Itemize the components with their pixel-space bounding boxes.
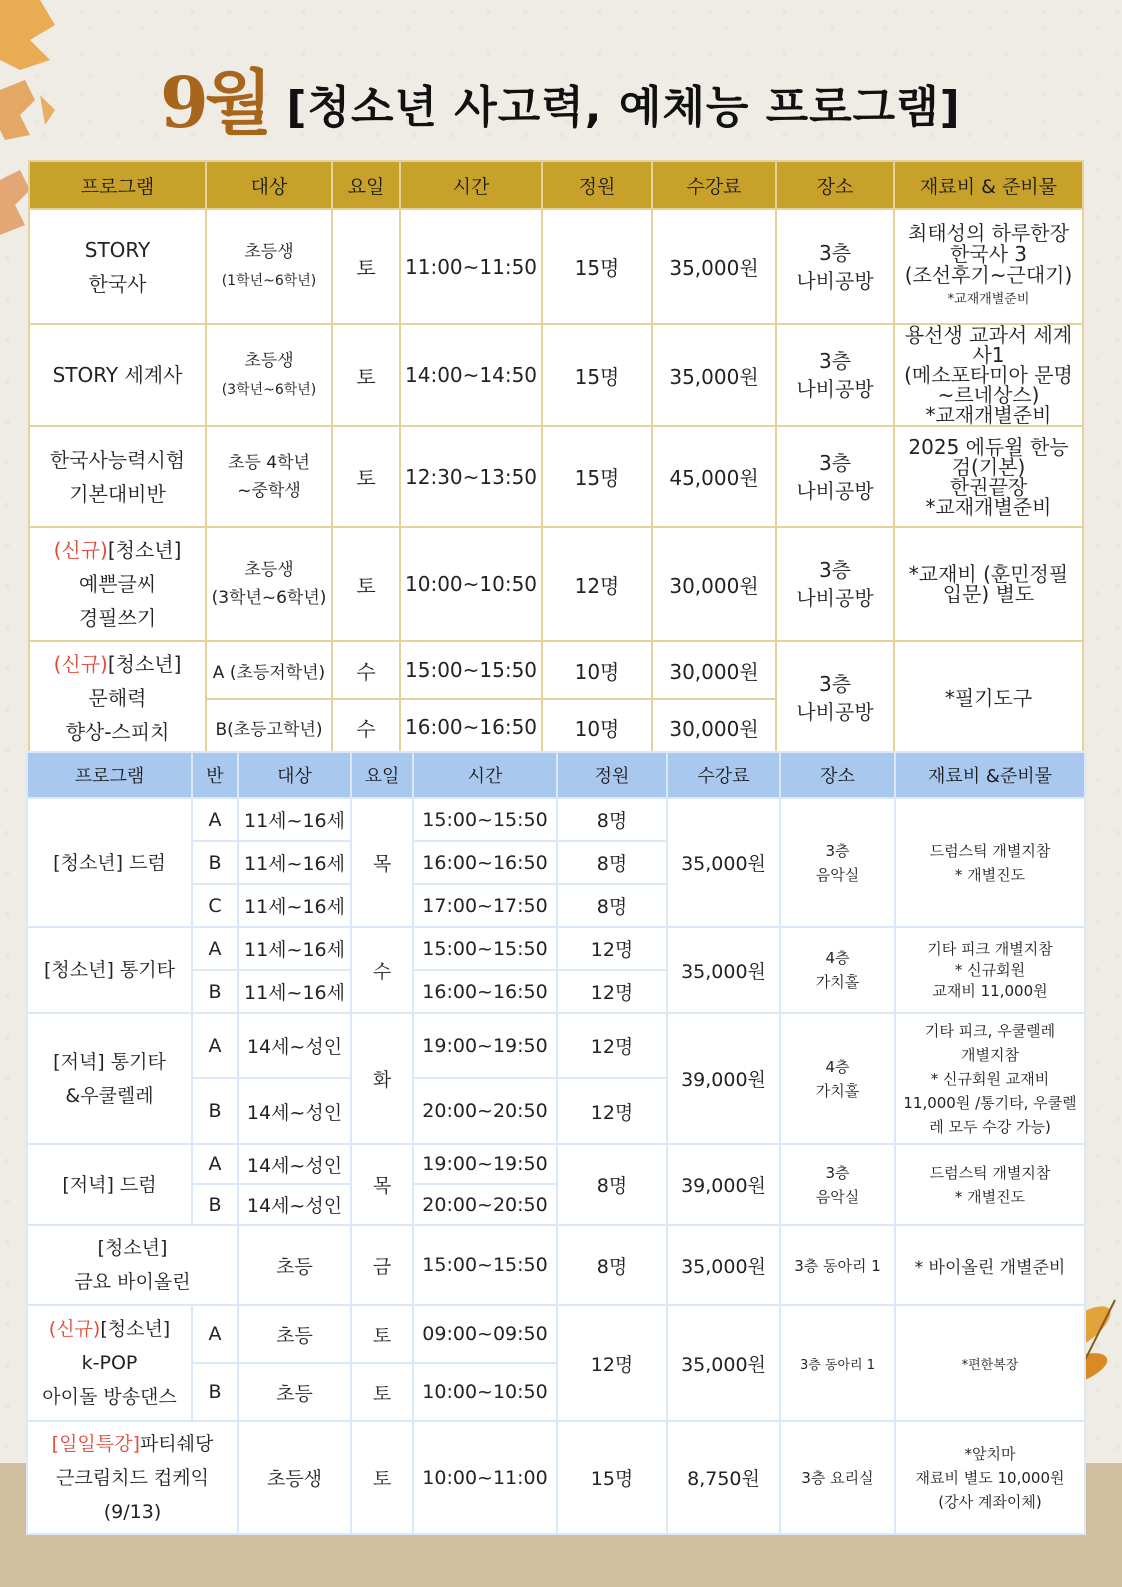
capacity-cell: 12명 [557, 970, 667, 1013]
target-cell: A (초등저학년) [206, 641, 332, 699]
place-cell [776, 426, 894, 527]
table-row [29, 641, 1083, 699]
text: 초등 4학년 [228, 452, 310, 473]
fee-cell: 30,000원 [652, 699, 776, 755]
class-cell: A [192, 927, 238, 970]
capacity-cell: 12명 [557, 1078, 667, 1144]
new-label: (신규) [53, 652, 108, 676]
target-cell: 14세~성인 [238, 1013, 351, 1078]
time-cell: 15:00~15:50 [413, 927, 557, 970]
table-row [27, 798, 1085, 841]
day-cell: 토 [332, 527, 400, 641]
text: 가치홀 [815, 1081, 860, 1100]
day-cell: 토 [351, 1421, 413, 1534]
table-row [27, 1225, 1085, 1305]
target-cell: 14세~성인 [238, 1078, 351, 1144]
capacity-cell: 10명 [542, 699, 652, 755]
text: *교재개별준비 [947, 292, 1030, 307]
fee-cell: 45,000원 [652, 426, 776, 527]
text: ~중학생 [237, 480, 301, 501]
capacity-cell: 15명 [557, 1421, 667, 1534]
target-cell: 14세~성인 [238, 1184, 351, 1225]
text: (1학년~6학년) [221, 273, 317, 289]
header-cell: 정원 [542, 161, 652, 209]
materials-cell [894, 209, 1083, 324]
text: *교재개별준비 [925, 494, 1052, 519]
text: 드럼스틱 개별지참 [929, 841, 1051, 860]
text: 3층 [825, 841, 850, 860]
text: 예쁜글씨 [78, 572, 157, 596]
text: 2025 에듀윌 한능검(기본) [908, 434, 1069, 479]
text: 4층 [825, 949, 850, 967]
text: 나비공방 [796, 586, 874, 610]
day-cell: 목 [351, 798, 413, 927]
text: 3층 [818, 349, 852, 373]
time-cell: 10:00~10:50 [413, 1363, 557, 1421]
text: (메소포타미아 문명~르네상스) [904, 363, 1073, 407]
program-cell [27, 1013, 192, 1144]
fee-cell: 35,000원 [667, 927, 780, 1013]
materials-cell [895, 1421, 1085, 1534]
target-cell: 11세~16세 [238, 884, 351, 927]
fee-cell: 35,000원 [667, 1305, 780, 1421]
header-cell: 재료비 &준비물 [895, 752, 1085, 798]
text: (3학년~6학년) [221, 381, 317, 398]
target-cell: 초등 [238, 1363, 351, 1421]
place-cell: 3층 요리실 [780, 1421, 895, 1534]
materials-cell [895, 1013, 1085, 1144]
fee-cell: 8,750원 [667, 1421, 780, 1534]
text: [청소년] [107, 538, 182, 562]
special-label: [일일특강] [51, 1432, 140, 1455]
day-cell: 수 [332, 699, 400, 755]
day-cell: 토 [332, 324, 400, 426]
text: 아이돌 방송댄스 [42, 1386, 177, 1408]
time-cell: 20:00~20:50 [413, 1184, 557, 1225]
header-cell: 프로그램 [29, 161, 206, 209]
table-row [29, 324, 1083, 426]
program-cell [29, 641, 206, 755]
title-month: 9월 [160, 61, 269, 144]
program-cell: [저녁] 드럼 [27, 1144, 192, 1225]
time-cell: 16:00~16:50 [400, 699, 542, 755]
text: &우쿨렐레 [65, 1084, 154, 1107]
materials-cell [895, 1144, 1085, 1225]
text: *교재개별준비 [925, 403, 1052, 427]
program-cell [27, 1305, 192, 1421]
text: 초등생 [244, 242, 294, 262]
materials-cell [895, 927, 1085, 1013]
text: 나비공방 [796, 700, 874, 724]
fee-cell: 39,000원 [667, 1013, 780, 1144]
capacity-cell: 8명 [557, 1144, 667, 1225]
fee-cell: 39,000원 [667, 1144, 780, 1225]
day-cell: 화 [351, 1013, 413, 1144]
capacity-cell: 15명 [542, 426, 652, 527]
text: * 신규회원 교재비 [930, 1069, 1050, 1088]
place-cell [780, 1144, 895, 1225]
time-cell: 19:00~19:50 [413, 1013, 557, 1078]
target-cell: B(초등고학년) [206, 699, 332, 755]
place-cell [780, 927, 895, 1013]
text: 교재비 11,000원 [932, 981, 1048, 1000]
class-cell: C [192, 884, 238, 927]
text: 개별지참 [961, 1045, 1019, 1064]
header-cell: 요일 [351, 752, 413, 798]
class-cell: A [192, 1305, 238, 1363]
materials-cell [894, 426, 1083, 527]
fee-cell: 30,000원 [652, 641, 776, 699]
program-cell: [청소년] 통기타 [27, 927, 192, 1013]
text: *앞치마 [964, 1444, 1016, 1463]
new-label: (신규) [48, 1318, 101, 1340]
time-cell: 15:00~15:50 [400, 641, 542, 699]
day-cell: 토 [332, 209, 400, 324]
text: 기타 피크 개별지참 [927, 939, 1053, 958]
place-cell: 3층 동아리 1 [780, 1225, 895, 1305]
target-cell: 초등 [238, 1305, 351, 1363]
text: 드럼스틱 개별지참 [929, 1163, 1051, 1182]
target-cell: 11세~16세 [238, 970, 351, 1013]
capacity-cell: 8명 [557, 884, 667, 927]
header-cell: 정원 [557, 752, 667, 798]
target-cell: 11세~16세 [238, 927, 351, 970]
text: 4층 [825, 1057, 850, 1076]
header-cell: 수강료 [667, 752, 780, 798]
class-cell: B [192, 970, 238, 1013]
time-cell: 14:00~14:50 [400, 324, 542, 426]
text: 11,000원 /통기타, 우쿨렐 [903, 1093, 1077, 1112]
day-cell: 토 [351, 1305, 413, 1363]
target-cell [206, 527, 332, 641]
fee-cell: 35,000원 [667, 1225, 780, 1305]
table-row [27, 1305, 1085, 1363]
header-cell: 프로그램 [27, 752, 192, 798]
text: [저녁] 통기타 [53, 1050, 166, 1073]
text: * 신규회원 [954, 960, 1026, 979]
program-cell: STORY 세계사 [29, 324, 206, 426]
text: 한국사 [88, 271, 147, 296]
capacity-cell: 8명 [557, 798, 667, 841]
target-cell: 11세~16세 [238, 798, 351, 841]
program-cell [27, 1421, 238, 1534]
materials-cell: *필기도구 [894, 641, 1083, 755]
text: (강사 계좌이체) [938, 1492, 1042, 1511]
time-cell: 17:00~17:50 [413, 884, 557, 927]
time-cell: 10:00~11:00 [413, 1421, 557, 1534]
materials-cell: * 바이올린 개별준비 [895, 1225, 1085, 1305]
program-cell [29, 527, 206, 641]
place-cell [776, 209, 894, 324]
day-cell: 금 [351, 1225, 413, 1305]
text: (9/13) [103, 1500, 162, 1523]
text: 기본대비반 [69, 481, 166, 506]
class-cell: A [192, 1144, 238, 1184]
text: 음악실 [815, 1187, 860, 1206]
text: 경필쓰기 [78, 606, 157, 630]
place-cell: 3층 동아리 1 [780, 1305, 895, 1421]
day-cell: 목 [351, 1144, 413, 1225]
header-cell: 요일 [332, 161, 400, 209]
text: 문해력 [88, 686, 147, 710]
text: 파티쉐당 [139, 1432, 214, 1455]
text: STORY [84, 237, 151, 262]
text: 음악실 [815, 865, 860, 884]
capacity-cell: 12명 [542, 527, 652, 641]
time-cell: 16:00~16:50 [413, 841, 557, 884]
capacity-cell: 15명 [542, 324, 652, 426]
text: 한국사 3 [949, 242, 1028, 266]
text: 초등생 [244, 560, 294, 580]
text: 3층 [818, 558, 852, 582]
text: 나비공방 [796, 478, 874, 503]
text: 재료비 별도 10,000원 [915, 1468, 1065, 1487]
header-cell: 반 [192, 752, 238, 798]
text: 최태성의 하루한장 [908, 221, 1069, 245]
capacity-cell: 12명 [557, 1305, 667, 1421]
header-cell: 시간 [400, 161, 542, 209]
text: (3학년~6학년) [211, 588, 327, 608]
header-cell: 장소 [776, 161, 894, 209]
day-cell: 수 [332, 641, 400, 699]
table-header-row [29, 161, 1083, 209]
class-cell: B [192, 1363, 238, 1421]
time-cell: 20:00~20:50 [413, 1078, 557, 1144]
time-cell: 12:30~13:50 [400, 426, 542, 527]
capacity-cell: 12명 [557, 927, 667, 970]
text: 3층 [825, 1163, 850, 1182]
text: 초등생 [244, 350, 294, 371]
class-cell: A [192, 798, 238, 841]
fee-cell: 35,000원 [667, 798, 780, 927]
time-cell: 16:00~16:50 [413, 970, 557, 1013]
capacity-cell: 10명 [542, 641, 652, 699]
target-cell [206, 324, 332, 426]
title-text: [청소년 사고력, 예체능 프로그램] [286, 82, 961, 133]
header-cell: 장소 [780, 752, 895, 798]
header-cell: 수강료 [652, 161, 776, 209]
target-cell: 14세~성인 [238, 1144, 351, 1184]
table-row [29, 426, 1083, 527]
program-cell [27, 1225, 238, 1305]
header-cell: 대상 [238, 752, 351, 798]
program-cell: [청소년] 드럼 [27, 798, 192, 927]
fee-cell: 35,000원 [652, 209, 776, 324]
day-cell: 수 [351, 927, 413, 1013]
time-cell: 11:00~11:50 [400, 209, 542, 324]
text: 3층 [818, 450, 852, 475]
text: 한권끝장 [949, 474, 1028, 499]
text: 나비공방 [796, 268, 874, 293]
capacity-cell: 8명 [557, 841, 667, 884]
place-cell [776, 641, 894, 755]
place-cell [780, 798, 895, 927]
target-cell: 11세~16세 [238, 841, 351, 884]
materials-cell: *교재비 (훈민정필 입문) 별도 [894, 527, 1083, 641]
table-row [27, 1144, 1085, 1184]
program-cell [29, 426, 206, 527]
header-cell: 시간 [413, 752, 557, 798]
text: [청소년] [100, 1318, 171, 1340]
time-cell: 15:00~15:50 [413, 798, 557, 841]
capacity-cell: 8명 [557, 1225, 667, 1305]
place-cell [776, 324, 894, 426]
fee-cell: 35,000원 [652, 324, 776, 426]
text: 가치홀 [815, 973, 860, 991]
materials-cell [894, 324, 1083, 426]
text: 3층 [818, 672, 852, 696]
program-cell [29, 209, 206, 324]
fee-cell: 30,000원 [652, 527, 776, 641]
materials-cell: *편한복장 [895, 1305, 1085, 1421]
program-table-1 [28, 160, 1084, 756]
time-cell: 15:00~15:50 [413, 1225, 557, 1305]
header-cell: 재료비 & 준비물 [894, 161, 1083, 209]
table-row [27, 927, 1085, 970]
class-cell: B [192, 1184, 238, 1225]
class-cell: B [192, 841, 238, 884]
header-cell: 대상 [206, 161, 332, 209]
text: 3층 [818, 240, 852, 265]
capacity-cell: 12명 [557, 1013, 667, 1078]
new-label: (신규) [53, 538, 108, 562]
target-cell: 초등 [238, 1225, 351, 1305]
table-row [29, 209, 1083, 324]
time-cell: 19:00~19:50 [413, 1144, 557, 1184]
text: [청소년] [97, 1237, 168, 1259]
text: * 개별진도 [954, 1187, 1026, 1206]
table-row [27, 1013, 1085, 1078]
target-cell [206, 209, 332, 324]
target-cell: 초등생 [238, 1421, 351, 1534]
day-cell: 토 [351, 1363, 413, 1421]
place-cell [780, 1013, 895, 1144]
text: 기타 피크, 우쿨렐레 [924, 1021, 1056, 1040]
table-row [27, 1421, 1085, 1534]
text: (조선후기~근대기) [904, 263, 1073, 287]
text: 향상-스피치 [65, 720, 170, 744]
text: 레 모두 수강 가능) [929, 1117, 1051, 1136]
time-cell: 09:00~09:50 [413, 1305, 557, 1363]
text: 용선생 교과서 세계사1 [904, 323, 1073, 367]
class-cell: A [192, 1013, 238, 1078]
place-cell [776, 527, 894, 641]
text: 근크림치드 컵케익 [56, 1466, 209, 1489]
day-cell: 토 [332, 426, 400, 527]
text: k-POP [81, 1352, 138, 1374]
capacity-cell: 15명 [542, 209, 652, 324]
materials-cell [895, 798, 1085, 927]
program-table-2 [26, 751, 1086, 1535]
target-cell [206, 426, 332, 527]
time-cell: 10:00~10:50 [400, 527, 542, 641]
text: 한국사능력시험 [49, 447, 186, 472]
table-row [29, 527, 1083, 641]
text: [청소년] [107, 652, 182, 676]
text: 나비공방 [796, 377, 874, 401]
text: 금요 바이올린 [74, 1271, 191, 1293]
page-title [160, 48, 961, 144]
text: * 개별진도 [954, 865, 1026, 884]
class-cell: B [192, 1078, 238, 1144]
table-header-row [27, 752, 1085, 798]
